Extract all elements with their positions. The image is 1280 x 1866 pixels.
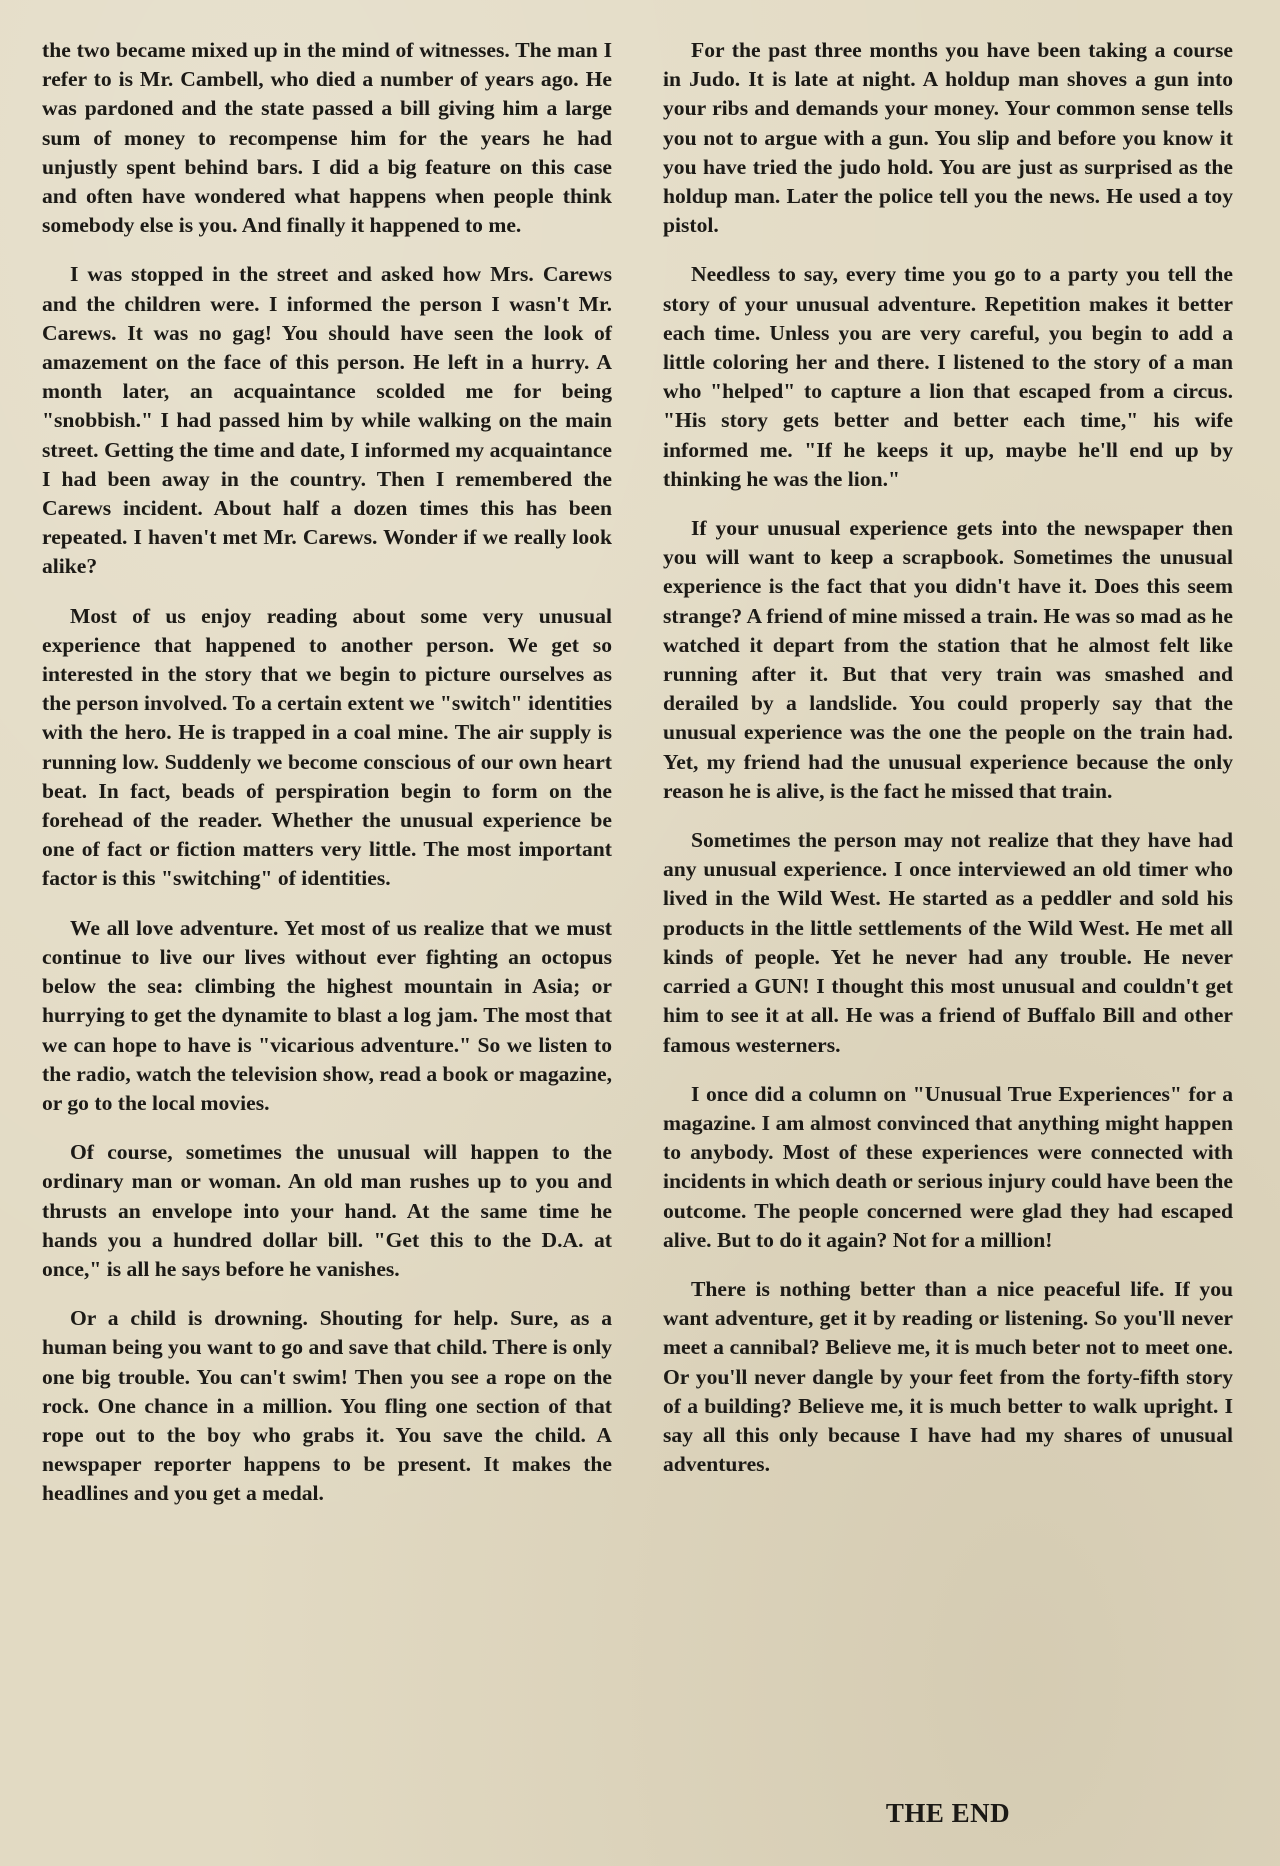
paragraph: If your unusual experience gets into the newspaper then you will want to keep a scrapbook. Sometimes the unusual experience is the fact that you didn't have it. Does this seem strange? A friend of mine missed a train. He was so mad as he watched it depart from the station that he almost felt like running after it. But that very train was smashed and derailed by a landslide. You could properly say that the unusual experience was the one the people on the train had. Yet, my friend had the unusual experience because the only reason he is alive, is the fact he missed that train. [663, 516, 1233, 803]
paragraph: the two became mixed up in the mind of witnesses. The man I refer to is Mr. Cambell, who died a number of years ago. He was pardoned and the state passed a bill giving him a large sum of money to recompense him for the years he had unjustly spent behind bars. I did a big feature on this case and often have wondered what happens when people think somebody else is you. And finally it happened to me. [42, 38, 612, 238]
paragraph: Of course, sometimes the unusual will happen to the ordinary man or woman. An old man rushes up to you and thrusts an envelope into your hand. At the same time he hands you a hundred dollar bill. "Get this to the D.A. at once," is all he says before he vanishes. [42, 1140, 612, 1281]
paragraph: Sometimes the person may not realize that they have had any unusual experience. I once interviewed an old timer who lived in the Wild West. He started as a peddler and sold his products in the little settlements of the Wild West. He met all kinds of people. Yet he never had any trouble. He never carried a GUN! I thought this most unusual and couldn't get him to see it at all. He was a friend of Buffalo Bill and other famous westerners. [663, 828, 1233, 1057]
the-end-label: THE END [885, 1798, 1011, 1828]
right-text-column [663, 36, 1233, 1499]
paragraph: Most of us enjoy reading about some very unusual experience that happened to another person. We get so interested in the story that we begin to picture ourselves as the person involved. To a certain extent we "switch" identities with the hero. He is trapped in a coal mine. The air supply is running low. Suddenly we become conscious of our own heart beat. In fact, beads of perspiration begin to form on the forehead of the reader. Whether the unusual experience be one of fact or fiction matters very little. The most important factor is this "switching" of identities. [42, 603, 612, 891]
paragraph: Or a child is drowning. Shouting for help. Sure, as a human being you want to go and save that child. There is only one big trouble. You can't swim! Then you see a rope on the rock. One chance in a million. You fling one section of that rope out to the boy who grabs it. You save the child. A newspaper reporter happens to be present. It makes the headlines and you get a medal. [42, 1306, 612, 1506]
paragraph: For the past three months you have been taking a course in Judo. It is late at night. A holdup man shoves a gun into your ribs and demands your money. Your common sense tells you not to argue with a gun. You slip and before you know it you have tried the judo hold. You are just as surprised as the holdup man. Later the police tell you the news. He used a toy pistol. [663, 38, 1233, 238]
paragraph: I was stopped in the street and asked how Mrs. Carews and the children were. I informed the person I wasn't Mr. Carews. It was no gag! You should have seen the look of amazement on the face of this person. He left in a hurry. A month later, an acquaintance scolded me for being "snobbish." I had passed him by while walking on the main street. Getting the time and date, I informed my acquaintance I had been away in the country. Then I remembered the Carews incident. About half a dozen times this has been repeated. I haven't met Mr. Carews. Wonder if we really look alike? [42, 262, 612, 579]
paragraph: We all love adventure. Yet most of us realize that we must continue to live our lives without ever fighting an octopus below the sea: climbing the highest mountain in Asia; or hurrying to get the dynamite to blast a log jam. The most that we can hope to have is "vicarious adventure." So we listen to the radio, watch the television show, read a book or magazine, or go to the local movies. [42, 915, 612, 1115]
paragraph: Needless to say, every time you go to a party you tell the story of your unusual adventure. Repetition makes it better each time. Unless you are very careful, you begin to add a little coloring her and there. I listened to the story of a man who "helped" to capture a lion that escaped from a circus. "His story gets better and better each time," his wife informed me. "If he keeps it up, maybe he'll end up by thinking he was the lion." [663, 262, 1233, 491]
paragraph: There is nothing better than a nice peaceful life. If you want adventure, get it by reading or listening. So you'll never meet a cannibal? Believe me, it is much beter not to meet one. Or you'll never dangle by your feet from the forty-fifth story of a building? Believe me, it is much better to walk upright. I say all this only because I have had my shares of unusual adventures. [663, 1276, 1233, 1477]
paragraph: I once did a column on "Unusual True Experiences" for a magazine. I am almost convinced that anything might happen to anybody. Most of these experiences were connected with incidents in which death or serious injury could have been the outcome. The people concerned were glad they had escaped alive. But to do it again? Not for a million! [663, 1081, 1233, 1252]
left-text-column [42, 36, 612, 1529]
